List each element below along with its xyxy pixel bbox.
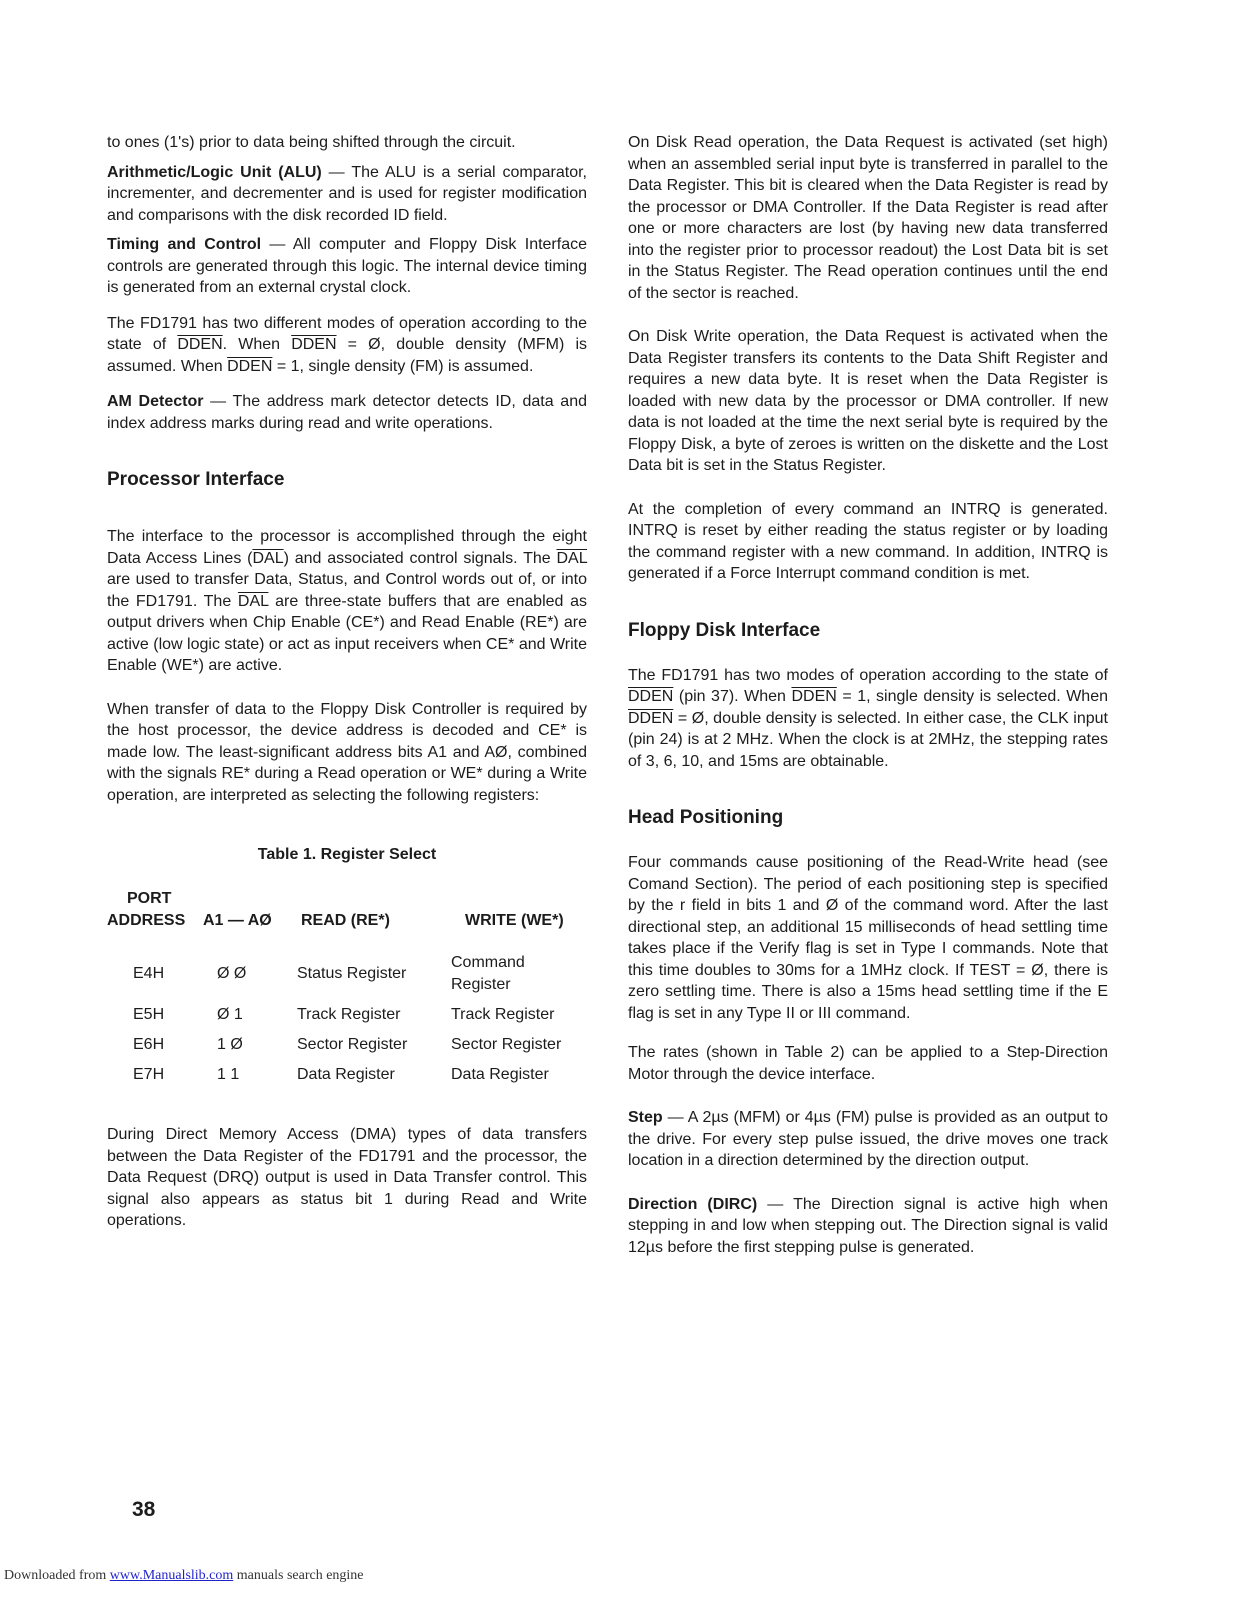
iface-text-2: ) and associated control signals. The	[283, 549, 557, 567]
paragraph-alu	[107, 162, 587, 227]
direction-heading: Direction (DIRC)	[628, 1195, 758, 1213]
table-caption: Table 1. Register Select	[257, 846, 437, 863]
footer-suffix: manuals search engine	[233, 1568, 364, 1583]
left-column	[107, 132, 587, 1232]
cell-port: E5H	[133, 1006, 165, 1023]
dden-signal: DDEN	[291, 336, 337, 353]
dal-signal: $\overline{DAL}$	[252, 549, 284, 567]
heading-floppy-disk-interface: Floppy Disk Interface	[628, 619, 821, 641]
col-header-read: READ (RE*)	[301, 912, 390, 929]
dal-signal: $\overline{DAL}$	[556, 549, 587, 567]
paragraph-am-detector	[107, 391, 587, 434]
cell-write: Sector Register	[451, 1036, 562, 1053]
cell-read: Data Register	[297, 1066, 395, 1083]
cell-write: Track Register	[451, 1006, 555, 1023]
fdi-text-4: = Ø, double density is selected. In either case, the CLK input (pin 24) is at 2 MHz. When the clock is at 2MHz, the stepping rates of 3, 6, 10, and 15ms are obtainable.	[628, 709, 1108, 770]
col-header-a1a0: A1 — AØ	[203, 912, 272, 929]
dden-signal: DDEN	[177, 336, 223, 353]
table-row	[107, 1060, 587, 1090]
dal-signal: $\overline{DAL}$	[237, 592, 269, 610]
am-heading: AM Detector	[107, 393, 204, 410]
paragraph-dma: During Direct Memory Access (DMA) types of data transfers between the Data Register of the FD1791 and the processor, the Data Request (DRQ) output is used in Data Transfer control. This signal also appears as status bit 1 during Read and Write operations.	[107, 1126, 587, 1229]
modes-text-4: = 1, single density (FM) is assumed.	[272, 357, 534, 375]
fdi-text-1: The FD1791 has two modes of operation according to the state of	[628, 666, 1108, 684]
paragraph-intro: to ones (1's) prior to data being shifted through the circuit.	[107, 134, 516, 151]
cell-port: E6H	[133, 1036, 165, 1053]
paragraph-direction	[628, 1194, 1108, 1259]
paragraph-rates: The rates (shown in Table 2) can be applied to a Step-Direction Motor through the device interface.	[628, 1044, 1108, 1083]
am-text: — The address mark detector detects ID, data and index address marks during read and write operations.	[107, 393, 587, 432]
paragraph-step	[628, 1107, 1108, 1172]
page-number: 38	[132, 1498, 156, 1521]
step-text: — A 2µs (MFM) or 4µs (FM) pulse is provided as an output to the drive. For every step pulse issued, the drive moves one track location in a direction determined by the direction output.	[628, 1109, 1108, 1169]
col-header-write: WRITE (WE*)	[465, 912, 564, 929]
cell-read: Track Register	[297, 1006, 401, 1023]
paragraph-disk-read: On Disk Read operation, the Data Request is activated (set high) when an assembled serial input byte is transferred in parallel to the Data Register. This bit is cleared when the Data Register is read by the processor or DMA Controller. If the Data Register is read after one or more characters are lost (by having new data transferred into the register prior to processor readout) the Lost Data bit is set in the Status Register. The Read operation continues until the end of the sector is reached.	[628, 134, 1108, 302]
fdi-text-3: = 1, single density is selected. When	[836, 688, 1109, 705]
iface-text-1: The interface to the processor is accomplished through the eight Data Access Lines (	[107, 528, 587, 567]
dden-signal: DDEN	[628, 709, 674, 727]
dden-signal: DDEN	[628, 688, 674, 705]
paragraph-disk-write: On Disk Write operation, the Data Request is activated when the Data Register transfers its contents to the Data Shift Register and requires a new data byte. It is reset when the Data Register is loaded with new data by the processor or DMA controller. If new data is not loaded at the time the next serial byte is required by the Floppy Disk, a byte of zeroes is written on the diskette and the Lost Data bit is set in the Status Register.	[628, 328, 1108, 474]
cell-a1a0: 1 1	[217, 1066, 240, 1083]
address-label: ADDRESS	[107, 912, 186, 929]
table-row	[107, 1030, 587, 1060]
paragraph-modes	[107, 313, 587, 378]
cell-port: E7H	[133, 1066, 165, 1083]
right-column	[628, 132, 1108, 1258]
cell-write: Command Register	[451, 954, 525, 993]
cell-port: E4H	[133, 965, 165, 982]
manualslib-link[interactable]: www.Manualslib.com	[109, 1568, 234, 1583]
cell-a1a0: 1 Ø	[217, 1036, 243, 1053]
modes-text-1: The FD1791 has two different modes of operation according to the state of	[107, 314, 587, 353]
cell-a1a0: Ø Ø	[217, 965, 247, 982]
paragraph-fdi	[628, 665, 1108, 773]
cell-read: Status Register	[297, 965, 407, 982]
footer-prefix: Downloaded from	[4, 1568, 110, 1583]
modes-text-2: . When	[222, 336, 292, 353]
paragraph-head-positioning: Four commands cause positioning of the Read-Write head (see Comand Section). The period of each positioning step is specified by the r field in bits 1 and Ø of the command word. After the last directional step, an additional 15 milliseconds of head settling time takes place if the Verify flag is set in Type I commands. Note that this time doubles to 30ms for a 1MHz clock. If TEST = Ø, there is zero settling time. There is also a 15ms head settling time if the E flag is set in any Type II or III command.	[628, 854, 1108, 1022]
iface-text-3: are used to transfer Data, Status, and Control words out of, or into the FD1791. The	[107, 571, 587, 610]
col-header-port	[107, 888, 203, 948]
direction-text: — The Direction signal is active high when stepping in and low when stepping out. The Direction signal is valid 12µs before the first stepping pulse is generated.	[628, 1195, 1108, 1256]
port-label: PORT	[127, 890, 172, 907]
dden-signal: DDEN	[227, 357, 273, 375]
alu-text: — The ALU is a serial comparator, incrementer, and decrementer and is used for register modification and comparisons with the disk recorded ID field.	[107, 163, 588, 224]
iface-text-4: are three-state buffers that are enabled as output drivers when Chip Enable (CE*) and Read Enable (RE*) are active (low logic state) or act as input receivers when CE* and Write Enable (WE*) are active.	[107, 592, 587, 674]
paragraph-intrq: At the completion of every command an INTRQ is generated. INTRQ is reset by either reading the status register or by loading the command register with a new command. In addition, INTRQ is generated if a Force Interrupt command condition is met.	[628, 500, 1108, 582]
timing-heading: Timing and Control	[107, 236, 262, 253]
cell-a1a0: Ø 1	[217, 1006, 243, 1023]
step-heading: Step	[628, 1109, 663, 1126]
table-row	[107, 948, 587, 1000]
dden-signal: DDEN	[791, 688, 837, 705]
paragraph-transfer: When transfer of data to the Floppy Disk Controller is required by the host processor, the device address is decoded and CE* is made low. The least-significant address bits A1 and AØ, combined with the signals RE* during a Read operation or WE* during a Write operation, are interpreted as selecting the following registers:	[107, 700, 587, 804]
heading-processor-interface: Processor Interface	[107, 469, 285, 490]
alu-heading: Arithmetic/Logic Unit (ALU)	[107, 163, 322, 181]
table-row	[107, 1000, 587, 1030]
timing-text: — All computer and Floppy Disk Interface controls are generated through this logic. The internal device timing is generated from an external crystal clock.	[107, 236, 588, 296]
heading-head-positioning: Head Positioning	[628, 807, 784, 828]
fdi-text-2: (pin 37). When	[673, 688, 792, 705]
paragraph-interface	[107, 526, 587, 677]
modes-text-3: = Ø, double density (MFM) is assumed. When	[107, 336, 587, 375]
download-footer	[4, 1568, 364, 1584]
cell-write: Data Register	[451, 1066, 549, 1083]
cell-read: Sector Register	[297, 1036, 408, 1053]
register-select-table	[107, 888, 587, 1090]
paragraph-timing	[107, 234, 587, 299]
